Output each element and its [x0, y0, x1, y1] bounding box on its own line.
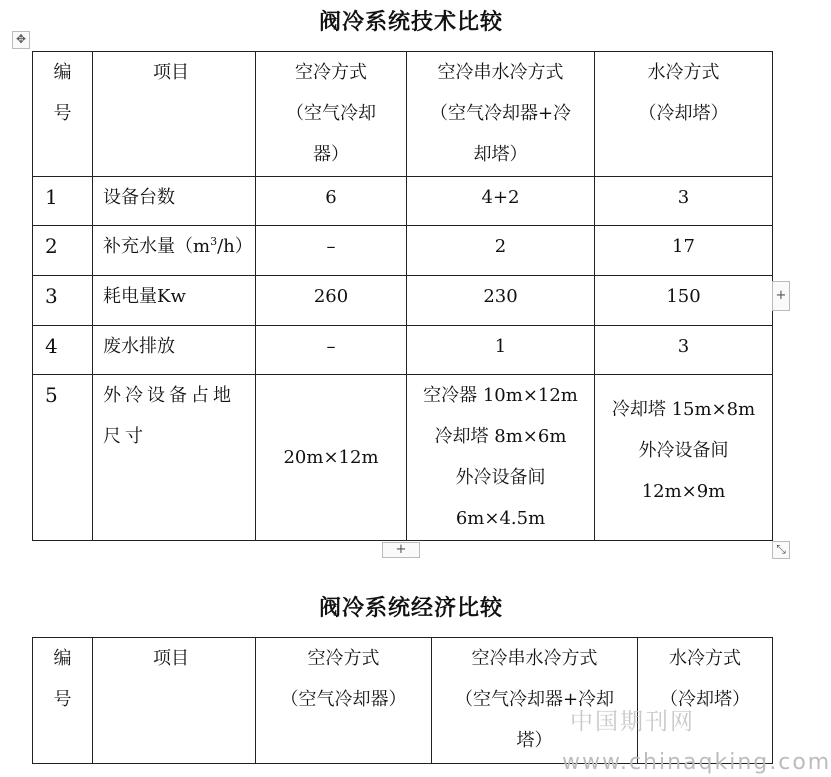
tech-comparison-table — [32, 51, 773, 541]
header-row — [33, 52, 773, 177]
row-num: 2 — [33, 226, 93, 276]
econ-comparison-table — [32, 637, 773, 764]
row-item: 外冷设备占地 尺寸 — [93, 375, 256, 541]
header-item: 项目 — [93, 638, 256, 764]
row-air: – — [256, 226, 407, 276]
table-row — [33, 326, 773, 375]
watermark-cn: 中国期刊网 — [570, 709, 695, 735]
row-series: 2 — [407, 226, 595, 276]
row-item: 补充水量$(m^3/h)$ — [93, 226, 256, 276]
table-move-handle-icon[interactable]: ✥ — [12, 31, 30, 49]
table-resize-handle-icon[interactable]: ⤡ — [772, 541, 790, 559]
row-num: 3 — [33, 276, 93, 326]
row-water: 3 — [595, 177, 773, 226]
row-series: 空冷器 10m×12m 冷却塔 8m×6m 外冷设备间 6m×4.5m — [407, 375, 595, 541]
header-water: 水冷方式 （冷却塔） — [595, 52, 773, 177]
row-item: 设备台数 — [93, 177, 256, 226]
header-item: 项目 — [93, 52, 256, 177]
header-water: 水冷方式 （冷却塔） — [638, 638, 773, 764]
row-num: 5 — [33, 375, 93, 541]
header-num: 编 号 — [33, 638, 93, 764]
row-item: 废水排放 — [93, 326, 256, 375]
header-series: 空冷串水冷方式 （空气冷却器+冷却 塔） — [432, 638, 638, 764]
header-num: 编 号 — [33, 52, 93, 177]
row-air: 20m×12m — [256, 375, 407, 541]
row-air: 260 — [256, 276, 407, 326]
table-row — [33, 177, 773, 226]
add-row-plus-icon[interactable]: + — [382, 542, 420, 558]
header-air: 空冷方式 （空气冷却 器） — [256, 52, 407, 177]
row-series: 1 — [407, 326, 595, 375]
table2-title: 阀冷系统经济比较 — [318, 595, 503, 621]
row-air: – — [256, 326, 407, 375]
header-air: 空冷方式 （空气冷却器） — [256, 638, 432, 764]
table-row — [33, 375, 773, 541]
row-num: 4 — [33, 326, 93, 375]
row-water: 17 — [595, 226, 773, 276]
row-series: 230 — [407, 276, 595, 326]
row-water: 冷却塔 15m×8m 外冷设备间 12m×9m — [595, 375, 773, 541]
header-series: 空冷串水冷方式 （空气冷却器+冷 却塔） — [407, 52, 595, 177]
header-row — [33, 638, 773, 764]
row-item: 耗电量Kw — [93, 276, 256, 326]
add-column-plus-icon[interactable]: + — [772, 281, 790, 311]
table1-title: 阀冷系统技术比较 — [318, 9, 503, 35]
row-water: 3 — [595, 326, 773, 375]
watermark-url: www.chinaqking.com — [562, 750, 831, 775]
row-series: 4+2 — [407, 177, 595, 226]
table-row — [33, 276, 773, 326]
row-num: 1 — [33, 177, 93, 226]
row-water: 150 — [595, 276, 773, 326]
table-row — [33, 226, 773, 276]
row-air: 6 — [256, 177, 407, 226]
